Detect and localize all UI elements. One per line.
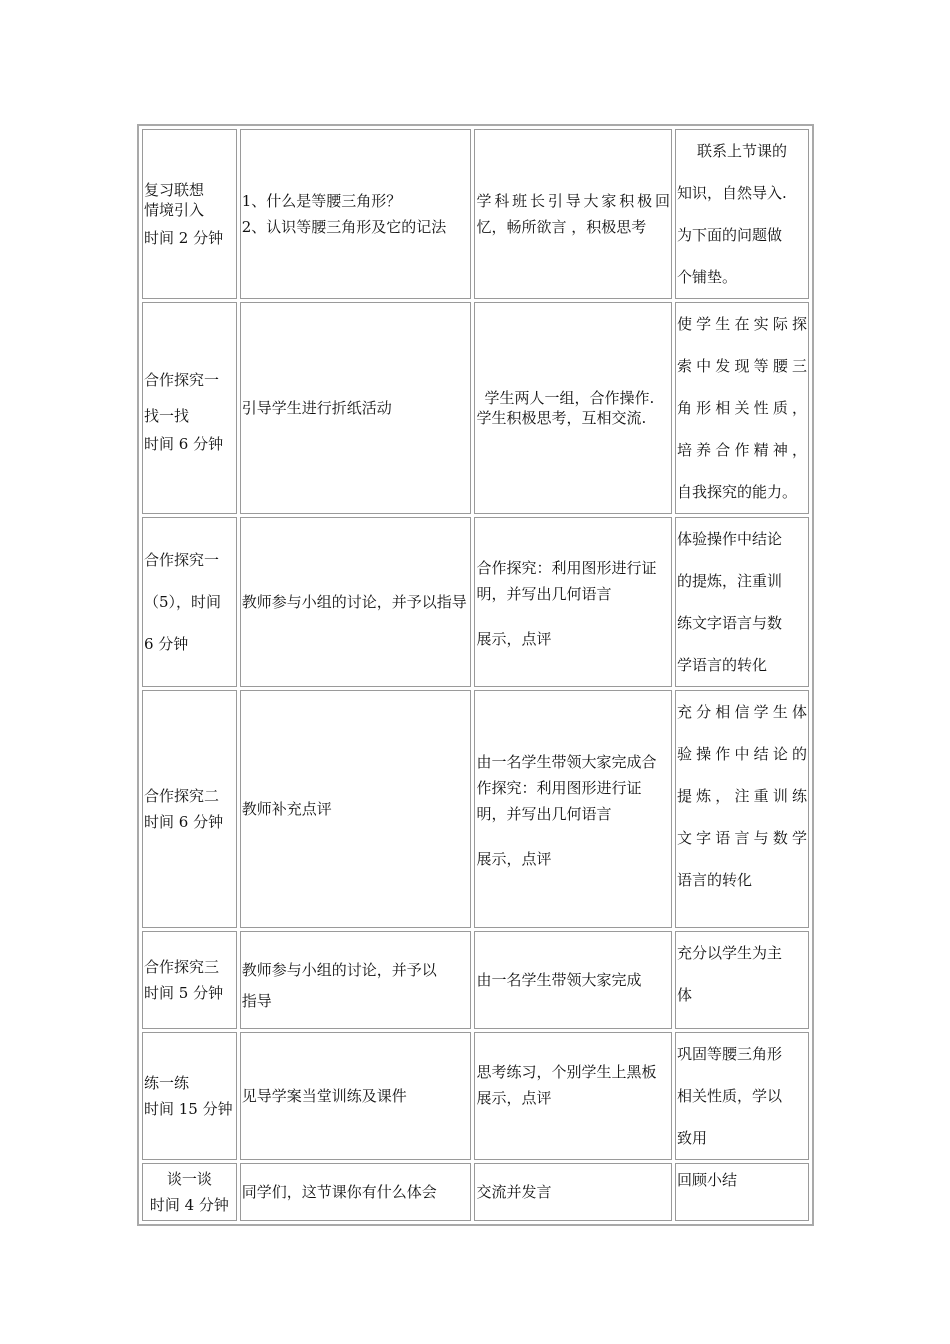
intent-line: 的提炼，注重训 <box>676 572 782 590</box>
stage-line: 时间 5 分钟 <box>144 984 224 1002</box>
stage-cell <box>142 302 237 514</box>
teacher-line: 2、认识等腰三角形及它的记法 <box>241 218 447 236</box>
student-line: 交流并发言 <box>476 1183 552 1201</box>
table-row <box>142 690 809 928</box>
intent-cell <box>675 931 809 1029</box>
stage-line: 情境引入 <box>144 201 205 219</box>
stage-line: 合作探究三 <box>144 958 220 976</box>
student-line: 由一名学生带领大家完成合作探究：利用图形进行证明，并写出几何语言 <box>476 753 657 823</box>
stage-cell <box>142 1163 237 1221</box>
intent-line: 致用 <box>676 1129 707 1147</box>
intent-line: 充分相信学生体 <box>676 703 807 721</box>
intent-line: 练文字语言与数 <box>676 614 782 632</box>
stage-line: （5），时间 <box>144 593 222 611</box>
teacher-line: 见导学案当堂训练及课件 <box>241 1087 407 1105</box>
teacher-cell <box>240 302 472 514</box>
teacher-cell <box>240 1032 472 1160</box>
stage-line: 时间 15 分钟 <box>144 1100 233 1118</box>
intent-line: 相关性质，学以 <box>676 1087 782 1105</box>
teacher-cell <box>240 1163 472 1221</box>
intent-cell <box>675 129 809 299</box>
teacher-line: 教师参与小组的讨论，并予以 <box>241 961 437 979</box>
intent-line: 知识，自然导入. <box>676 184 787 202</box>
table-row <box>142 931 809 1029</box>
stage-line: 合作探究二 <box>144 787 220 805</box>
intent-line: 为下面的问题做 <box>676 226 782 244</box>
student-line: 由一名学生带领大家完成 <box>476 971 642 989</box>
intent-line: 巩固等腰三角形 <box>676 1045 782 1063</box>
teacher-line: 教师参与小组的讨论，并予以指导 <box>241 593 467 611</box>
table-row <box>142 129 809 299</box>
intent-line: 使学生在实际探 <box>676 315 807 333</box>
stage-cell <box>142 690 237 928</box>
intent-line: 角形相关性质， <box>676 399 807 417</box>
teacher-cell <box>240 690 472 928</box>
student-line: 思考练习，个别学生上黑板展示，点评 <box>476 1063 657 1107</box>
teacher-cell <box>240 517 472 687</box>
intent-line: 语言的转化 <box>676 871 752 889</box>
intent-cell <box>675 690 809 928</box>
stage-cell <box>142 1032 237 1160</box>
intent-line: 充分以学生为主 <box>676 944 782 962</box>
intent-cell <box>675 1032 809 1160</box>
stage-line: 时间 6 分钟 <box>144 813 224 831</box>
lesson-plan-table <box>137 124 814 1226</box>
table-row <box>142 302 809 514</box>
intent-cell <box>675 302 809 514</box>
student-line: 学生两人一组，合作操作. <box>484 389 655 407</box>
intent-line: 体 <box>676 986 692 1004</box>
intent-line: 自我探究的能力。 <box>676 483 797 501</box>
intent-line: 培养合作精神， <box>676 441 807 459</box>
intent-line: 个铺垫。 <box>676 268 737 286</box>
stage-line: 6 分钟 <box>144 635 189 653</box>
student-cell <box>474 1163 672 1221</box>
stage-cell <box>142 129 237 299</box>
intent-cell <box>675 517 809 687</box>
teacher-line: 同学们，这节课你有什么体会 <box>241 1183 437 1201</box>
stage-line: 时间 4 分钟 <box>149 1196 229 1214</box>
stage-line: 合作探究一 <box>144 551 220 569</box>
stage-cell <box>142 517 237 687</box>
stage-line: 练一练 <box>144 1074 190 1092</box>
student-line: 学科班长引导大家积极回忆，畅所欲言 ，积极思考 <box>476 192 670 236</box>
intent-line: 体验操作中结论 <box>676 530 782 548</box>
teacher-line: 引导学生进行折纸活动 <box>241 399 392 417</box>
student-line: 学生积极思考，互相交流. <box>476 409 647 427</box>
teacher-cell <box>240 129 472 299</box>
student-cell <box>474 690 672 928</box>
stage-line: 时间 2 分钟 <box>144 229 224 247</box>
intent-line: 文字语言与数学 <box>676 829 807 847</box>
intent-line: 验操作中结论的 <box>676 745 807 763</box>
intent-line: 提炼，注重训练 <box>676 787 807 805</box>
teacher-line: 1、什么是等腰三角形？ <box>241 192 402 210</box>
teacher-line: 教师补充点评 <box>241 800 332 818</box>
student-cell <box>474 302 672 514</box>
stage-line: 时间 6 分钟 <box>144 435 224 453</box>
student-cell <box>474 931 672 1029</box>
stage-line: 谈一谈 <box>166 1170 212 1188</box>
stage-cell <box>142 931 237 1029</box>
stage-line: 找一找 <box>144 407 190 425</box>
student-line: 展示，点评 <box>476 630 552 648</box>
intent-line: 回顾小结 <box>676 1171 737 1189</box>
intent-line: 学语言的转化 <box>676 656 767 674</box>
intent-line: 联系上节课的 <box>696 142 787 160</box>
stage-line: 合作探究一 <box>144 371 220 389</box>
teacher-line: 指导 <box>241 992 272 1010</box>
student-line: 合作探究：利用图形进行证明，并写出几何语言 <box>476 559 657 603</box>
stage-line <box>144 220 235 228</box>
student-cell <box>474 129 672 299</box>
stage-line: 复习联想 <box>144 181 205 199</box>
table-row <box>142 1163 809 1221</box>
student-cell <box>474 517 672 687</box>
student-line: 展示，点评 <box>476 850 552 868</box>
student-cell <box>474 1032 672 1160</box>
table-row <box>142 1032 809 1160</box>
intent-line: 索中发现等腰三 <box>676 357 807 375</box>
teacher-cell <box>240 931 472 1029</box>
table-row <box>142 517 809 687</box>
intent-cell <box>675 1163 809 1221</box>
